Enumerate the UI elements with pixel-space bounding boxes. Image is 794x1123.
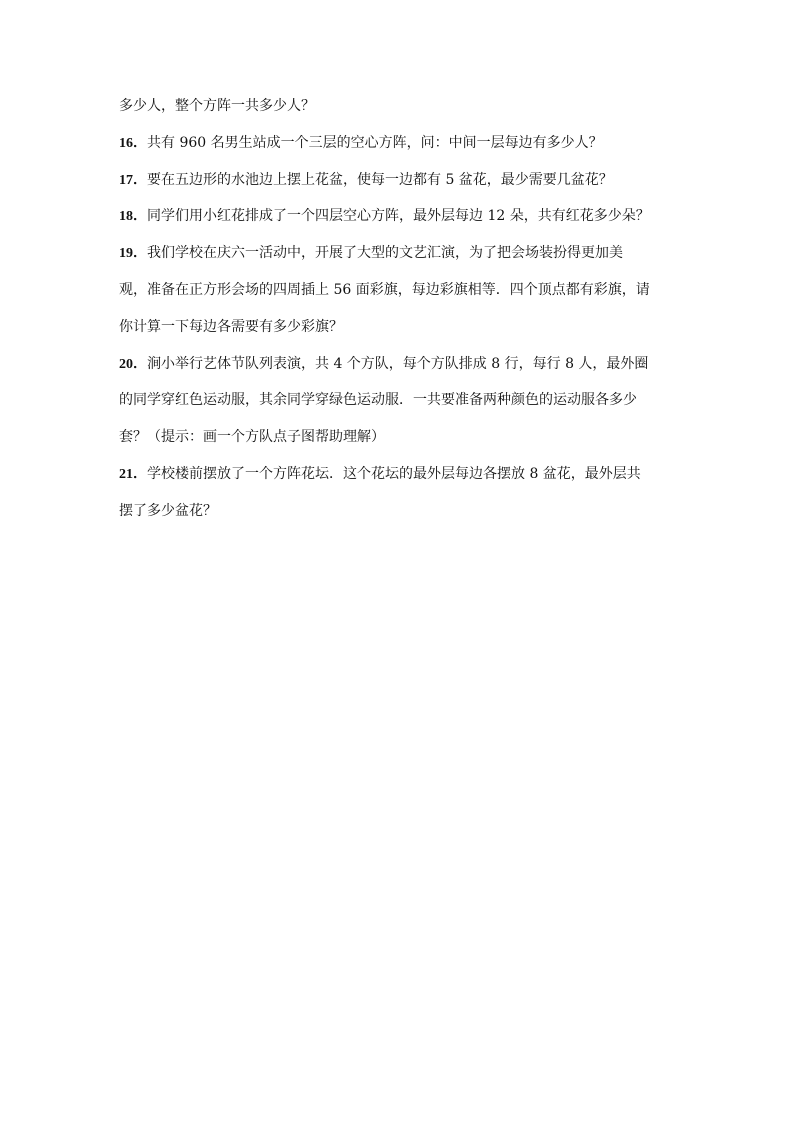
- text-line: [119, 309, 679, 346]
- text-line: [119, 272, 679, 309]
- question-text: 共有 960 名男生站成一个三层的空心方阵，问：中间一层每边有多少人？: [147, 134, 603, 151]
- question-text: 的同学穿红色运动服，其余同学穿绿色运动服．一共要准备两种颜色的运动服各多少: [119, 392, 637, 409]
- question-number: 21．: [119, 466, 147, 482]
- question-number: 17．: [119, 172, 147, 188]
- text-line: [119, 125, 679, 162]
- question-text: 同学们用小红花排成了一个四层空心方阵，最外层每边 12 朵，共有红花多少朵？: [147, 208, 650, 225]
- question-number: 20．: [119, 356, 147, 372]
- text-line: [119, 382, 679, 419]
- text-line: [119, 456, 679, 493]
- text-line: [119, 198, 679, 235]
- question-text: 我们学校在庆六一活动中，开展了大型的文艺汇演，为了把会场装扮得更加美: [147, 245, 623, 262]
- question-text: 摆了多少盆花？: [119, 502, 217, 519]
- question-text: 多少人，整个方阵一共多少人？: [119, 98, 315, 114]
- question-number: 18．: [119, 209, 147, 225]
- question-number: 19．: [119, 246, 147, 262]
- question-text: 观，准备在正方形会场的四周插上 56 面彩旗，每边彩旗相等．四个顶点都有彩旗，请: [119, 281, 650, 298]
- question-text: 你计算一下每边各需要有多少彩旗？: [119, 318, 343, 335]
- question-text: 涧小举行艺体节队列表演，共 4 个方队，每个方队排成 8 行，每行 8 人，最外圈: [147, 355, 649, 372]
- text-line: [119, 346, 679, 383]
- question-text: 套？（提示：画一个方队点子图帮助理解）: [119, 429, 385, 446]
- question-list: [119, 88, 679, 530]
- text-line: [119, 88, 679, 125]
- question-text: 学校楼前摆放了一个方阵花坛．这个花坛的最外层每边各摆放 8 盆花，最外层共: [147, 465, 641, 482]
- text-line: [119, 162, 679, 199]
- text-line: [119, 493, 679, 530]
- question-number: 16．: [119, 135, 147, 151]
- text-line: [119, 235, 679, 272]
- question-text: 要在五边形的水池边上摆上花盆，使每一边都有 5 盆花，最少需要几盆花？: [147, 171, 613, 188]
- text-line: [119, 419, 679, 456]
